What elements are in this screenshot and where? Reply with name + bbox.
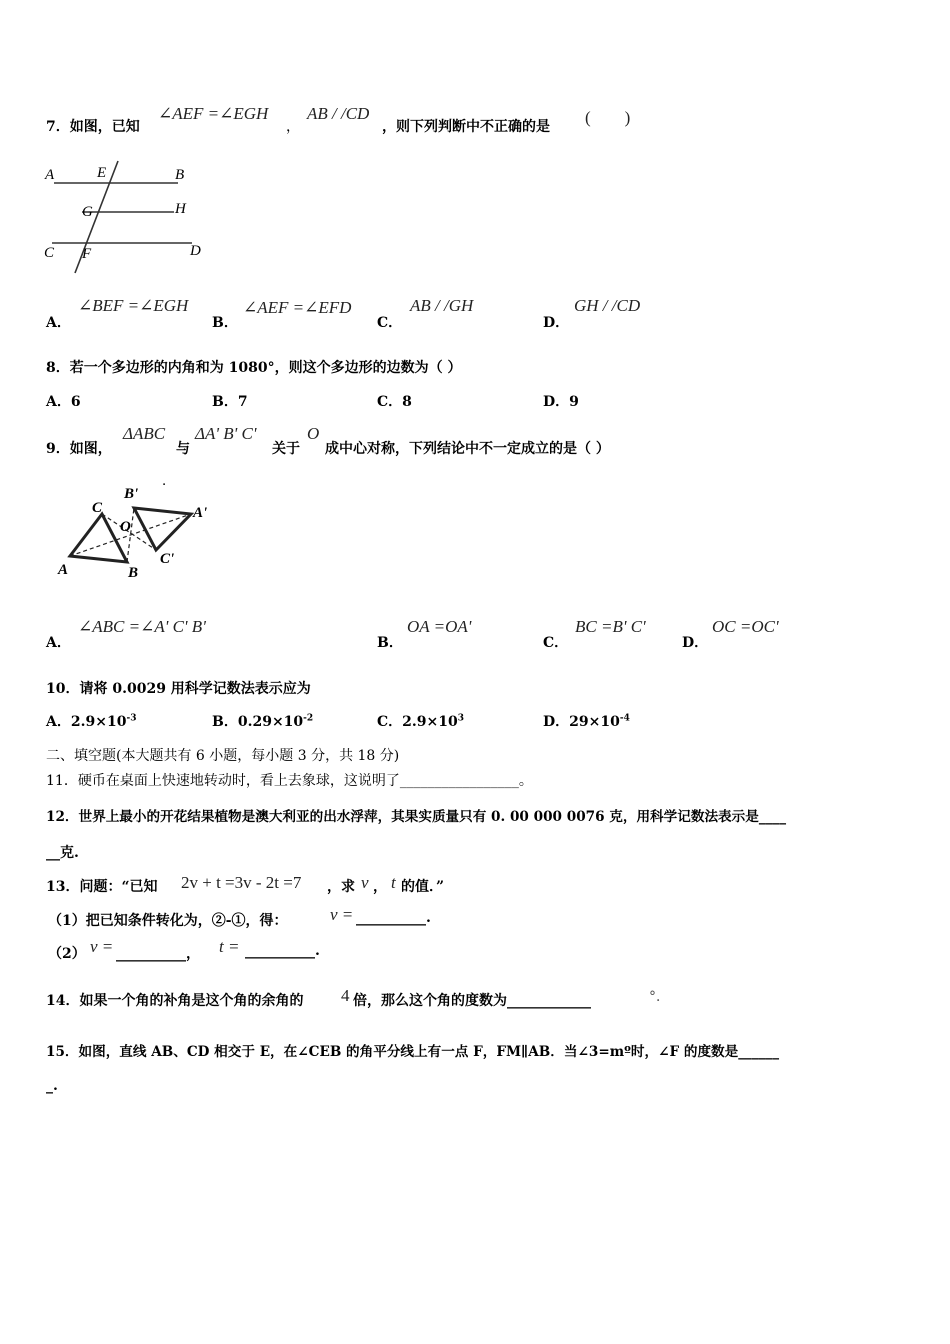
- q7-option-c-math: AB / /GH: [410, 296, 474, 315]
- q7-label-c: C: [44, 245, 55, 261]
- q7-tail: ，则下列判断中不正确的是: [382, 119, 550, 135]
- q10-option-c-base: 2.9×10: [402, 714, 458, 730]
- q9-label-o: O: [120, 519, 131, 535]
- q9-tail: 成中心对称，下列结论中不一定成立的是（ ）: [325, 441, 610, 457]
- q7-option-d[interactable]: [543, 312, 569, 332]
- q9-option-a-label: A．: [46, 635, 71, 651]
- q8-option-a-label: A．: [46, 394, 71, 410]
- q10-option-d-base: 29×10: [569, 714, 620, 730]
- q10-option-a-exp: -3: [126, 713, 137, 724]
- q9-option-a-math: ∠ABC =∠A' C' B': [78, 617, 206, 636]
- q8-option-d[interactable]: [543, 391, 579, 411]
- q13-step1-math: v =: [330, 905, 354, 924]
- q7-option-b-label: B．: [212, 315, 238, 331]
- q7-label-f: F: [82, 246, 92, 262]
- q8-option-a[interactable]: [46, 391, 81, 411]
- q10-option-d[interactable]: [543, 711, 630, 731]
- q13-math-2: v: [361, 873, 369, 892]
- q8-option-b[interactable]: [212, 391, 248, 411]
- q10-option-a-label: A．: [46, 714, 71, 730]
- q10-stem: 10．请将 0.0029 用科学记数法表示应为: [46, 681, 311, 697]
- q9-option-c[interactable]: [543, 632, 568, 652]
- q9-math-3: O: [307, 424, 320, 443]
- q10-option-a-base: 2.9×10: [70, 714, 127, 730]
- q9-option-d[interactable]: [682, 632, 708, 652]
- q7-option-b[interactable]: [212, 312, 238, 332]
- q7-option-d-label: D．: [543, 315, 570, 331]
- q14-b[interactable]: 倍，那么这个角的度数为____________: [353, 993, 591, 1009]
- q14-c: °．: [649, 989, 670, 1005]
- section-heading: 二、填空题(本大题共有 6 小题，每小题 3 分，共 18 分): [46, 748, 400, 764]
- q7-label-b: B: [175, 167, 185, 183]
- q7-num: 7．如图，已知: [46, 119, 140, 135]
- q7-option-b-math: ∠AEF =∠EFD: [243, 298, 352, 317]
- q9-math-2: ΔA' B' C': [195, 424, 257, 443]
- q9-label-b-prime: B': [124, 486, 139, 502]
- q15-line-1: 15．如图，直线 AB、CD 相交于 E，在∠CEB 的角平分线上有一点 F，FM∥AB．当∠3=mº时，∠F 的度数是______: [46, 1044, 780, 1060]
- q13-d: 的值．”: [401, 879, 445, 895]
- q11-stem: 11．硬币在桌面上快速地转动时，看上去象球，这说明了_________________。: [46, 773, 533, 789]
- q9-label-a-prime: A': [193, 505, 208, 521]
- q13-step2-blank-v[interactable]: __________，: [116, 946, 200, 962]
- q7-option-c-label: C．: [377, 315, 403, 331]
- q13-step1-text: （1）把已知条件转化为，②-①，得：: [48, 913, 288, 929]
- q7-label-g: G: [82, 204, 93, 220]
- q9-triangle-abc: [70, 514, 127, 562]
- q15-line-2: _.: [46, 1078, 58, 1094]
- q9-yu: 与: [176, 441, 190, 457]
- q9-option-c-label: C．: [543, 635, 569, 651]
- q7-option-d-math: GH / /CD: [574, 296, 641, 315]
- q8-option-d-value: 9: [569, 394, 579, 410]
- q7-stem: [46, 116, 140, 136]
- q8-option-b-label: B．: [212, 394, 238, 410]
- q9-option-b-math: OA =OA': [407, 617, 472, 636]
- q9-option-a[interactable]: [46, 632, 71, 652]
- q8-option-c[interactable]: [377, 391, 412, 411]
- q7-math-1: ∠AEF =∠EGH: [158, 104, 269, 123]
- q8-option-c-label: C．: [377, 394, 403, 410]
- q10-option-c-exp: 3: [457, 713, 464, 724]
- q10-option-c-label: C．: [377, 714, 403, 730]
- q13-c: ，: [373, 879, 387, 895]
- q9-label-b: B: [128, 565, 139, 581]
- q9-triangle-image: [134, 508, 191, 550]
- q8-option-d-label: D．: [543, 394, 570, 410]
- q14-math: 4: [341, 986, 350, 1005]
- q9-label-c: C: [92, 500, 103, 516]
- q13-step2-text: （2）: [48, 946, 86, 962]
- q14-a: 14．如果一个角的补角是这个角的余角的: [46, 993, 304, 1009]
- q7-label-e: E: [97, 165, 107, 181]
- q13-step1-blank[interactable]: __________.: [356, 910, 431, 926]
- q8-stem: 8．若一个多边形的内角和为 1080°，则这个多边形的边数为（ ）: [46, 360, 462, 376]
- q10-option-b-exp: -2: [303, 713, 314, 724]
- q13-step2-math-t: t =: [219, 937, 240, 956]
- q9-dot-mark: ·: [162, 480, 166, 493]
- q9-option-d-math: OC =OC': [712, 617, 779, 636]
- q10-option-a[interactable]: [46, 711, 136, 731]
- q7-option-a-math: ∠BEF =∠EGH: [78, 296, 189, 315]
- q9-guanyu: 关于: [272, 441, 300, 457]
- q9-option-d-label: D．: [682, 635, 709, 651]
- q7-label-d: D: [190, 243, 201, 259]
- q9-option-b[interactable]: [377, 632, 403, 652]
- q10-option-d-label: D．: [543, 714, 570, 730]
- q9-option-c-math: BC =B' C': [575, 617, 646, 636]
- q8-option-b-value: 7: [237, 394, 248, 410]
- q13-a: 13．问题：“已知: [46, 879, 158, 895]
- q9-math-1: ΔABC: [123, 424, 166, 443]
- q7-option-a[interactable]: [46, 312, 71, 332]
- q9-label-c-prime: C': [160, 551, 175, 567]
- q13-step2-math-v: v =: [90, 937, 114, 956]
- q9-label-a: A: [58, 562, 69, 578]
- q10-option-c[interactable]: [377, 711, 464, 731]
- q7-math-2: AB / /CD: [307, 104, 370, 123]
- q7-label-a: A: [45, 167, 55, 183]
- q7-label-h: H: [175, 201, 186, 217]
- q13-math-3: t: [391, 873, 396, 892]
- q7-option-c[interactable]: [377, 312, 402, 332]
- q12-line-2: __克.: [46, 845, 79, 861]
- q12-line-1: 12．世界上最小的开花结果植物是澳大利亚的出水浮萍，其果实质量只有 0. 00 000 0076 克，用科学记数法表示是____: [46, 809, 787, 825]
- q10-option-b-base: 0.29×10: [237, 714, 304, 730]
- q7-option-a-label: A．: [46, 315, 71, 331]
- q9-num: 9．如图，: [46, 441, 112, 457]
- q7-comma: ，: [286, 119, 300, 135]
- q8-option-c-value: 8: [402, 394, 412, 410]
- q7-figure: [40, 155, 220, 280]
- q10-option-b-label: B．: [212, 714, 238, 730]
- q13-b: ，求: [327, 879, 355, 895]
- q8-option-a-value: 6: [70, 394, 81, 410]
- q10-option-b[interactable]: [212, 711, 313, 731]
- q9-figure: [52, 480, 222, 585]
- q13-math-1: 2v + t =3v - 2t =7: [181, 873, 302, 892]
- q9-option-b-label: B．: [377, 635, 403, 651]
- q10-option-d-exp: -4: [619, 713, 630, 724]
- q13-step2-blank-t[interactable]: __________.: [245, 943, 320, 959]
- q7-paren: ( ): [585, 108, 631, 127]
